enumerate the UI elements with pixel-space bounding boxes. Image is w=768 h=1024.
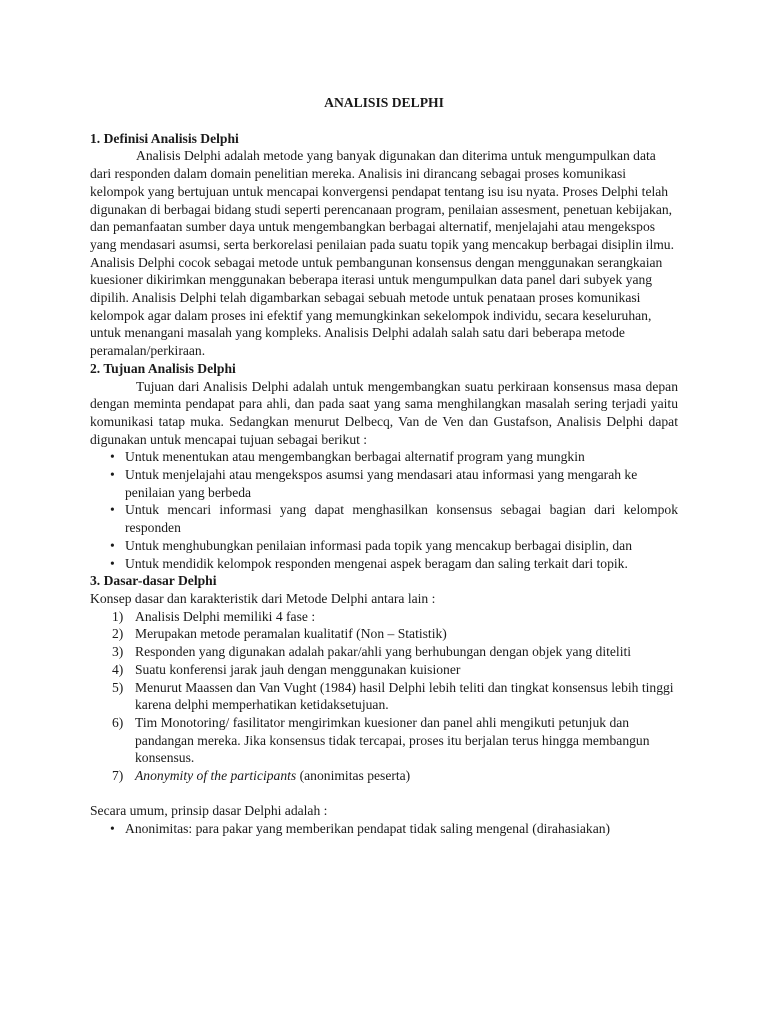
- bullet-item: • Anonimitas: para pakar yang memberikan pendapat tidak saling mengenal (dirahasiakan): [125, 820, 678, 838]
- section-1-paragraph: Analisis Delphi adalah metode yang banyak digunakan dan diterima untuk mengumpulkan data dari responden dalam domain penelitian mereka. Analisis ini dirancang sebagai proses komunikasi kelompok yang bertujuan untuk mencapai konvergensi pendapat tentang isu isu nyata. Proses Delphi telah digunakan di berbagai bidang studi seperti perencanaan program, penilaian assesment, penetuan kebijakan, dan pemanfaatan sumber daya untuk mengembangkan berbagai alternatif, menjelajahi atau mengekspos yang mendasari asumsi, serta berkorelasi penilaian pada suatu topik yang mencakup berbagai disiplin ilmu. Analisis Delphi cocok sebagai metode untuk pembangunan konsensus dengan menggunakan serangkaian kuesioner dikirimkan menggunakan beberapa iterasi untuk mengumpulkan data panel dari subyek yang dipilih. Analisis Delphi telah digambarkan sebagai sebuah metode untuk penataan proses komunikasi kelompok agar dalam proses ini efektif yang memungkinkan sekelompok individu, secara keseluruhan, untuk menangani masalah yang kompleks. Analisis Delphi adalah salah satu dari beberapa metode peramalan/perkiraan.: [90, 148, 674, 359]
- item-text: Responden yang digunakan adalah pakar/ahli yang berhubungan dengan objek yang diteliti: [135, 644, 632, 660]
- blank-line: [90, 785, 678, 803]
- item-text: Merupakan metode peramalan kualitatif (Non – Statistik): [135, 626, 447, 642]
- section-3-heading: 3. Dasar-dasar Delphi: [90, 573, 217, 589]
- item-number: 7): [112, 768, 124, 784]
- list-item: [112, 714, 678, 767]
- section-2-bullet-list: [90, 448, 678, 572]
- principles-intro: Secara umum, prinsip dasar Delphi adalah :: [90, 803, 328, 819]
- section-3-numbered-list: [90, 608, 678, 785]
- item-text: Analisis Delphi memiliki 4 fase :: [135, 608, 316, 624]
- item-number: 2): [112, 626, 124, 642]
- section-2-heading: 2. Tujuan Analisis Delphi: [90, 360, 236, 376]
- item-italic-text: Anonymity of the participants: [135, 768, 297, 784]
- bullet-item: • Untuk menghubungkan penilaian informasi pada topik yang mencakup berbagai disiplin, dan: [125, 537, 678, 555]
- list-item: [112, 767, 678, 785]
- section-1-heading: 1. Definisi Analisis Delphi: [90, 130, 239, 146]
- list-item: [112, 608, 678, 626]
- item-text: Tim Monotoring/ fasilitator mengirimkan kuesioner dan panel ahli mengikuti petunjuk dan pandangan mereka. Jika konsensus tidak tercapai, proses itu berjalan terus hingga membangun konsensus.: [135, 714, 650, 766]
- principles-bullet-list: [90, 820, 678, 838]
- list-item: [112, 643, 678, 661]
- item-number: 5): [112, 679, 124, 695]
- item-text: Suatu konferensi jarak jauh dengan menggunakan kuisioner: [135, 661, 461, 677]
- item-text: Menurut Maassen dan Van Vught (1984) hasil Delphi lebih teliti dan tingkat konsensus lebih tinggi karena delphi memperhatikan ketidaksetujuan.: [135, 679, 674, 713]
- bullet-item: • Untuk menentukan atau mengembangkan berbagai alternatif program yang mungkin: [125, 448, 678, 466]
- bullet-item: • Untuk menjelajahi atau mengekspos asumsi yang mendasari atau informasi yang mengarah ke penilaian yang berbeda: [125, 466, 678, 501]
- item-number: 4): [112, 661, 124, 677]
- bullet-item: • Untuk mencari informasi yang dapat menghasilkan konsensus sebagai bagian dari kelompok responden: [125, 501, 678, 536]
- item-number: 3): [112, 644, 124, 660]
- bullet-item: • Untuk mendidik kelompok responden mengenai aspek beragam dan saling terkait dari topik.: [125, 555, 678, 573]
- item-text: (anonimitas peserta): [296, 768, 411, 784]
- document-title: ANALISIS DELPHI: [324, 95, 444, 110]
- list-item: [112, 625, 678, 643]
- list-item: [112, 661, 678, 679]
- list-item: [112, 679, 678, 714]
- section-2-paragraph: Tujuan dari Analisis Delphi adalah untuk mengembangkan suatu perkiraan konsensus masa depan dengan meminta pendapat para ahli, dan pada saat yang sama menghilangkan masalah sering terjadi yaitu komunikasi tatap muka. Sedangkan menurut Delbecq, Van de Ven dan Gustafson, Analisis Delphi dapat digunakan untuk mencapai tujuan sebagai berikut :: [90, 378, 678, 447]
- item-number: 1): [112, 608, 124, 624]
- section-3-intro: Konsep dasar dan karakteristik dari Metode Delphi antara lain :: [90, 590, 436, 606]
- item-number: 6): [112, 714, 124, 730]
